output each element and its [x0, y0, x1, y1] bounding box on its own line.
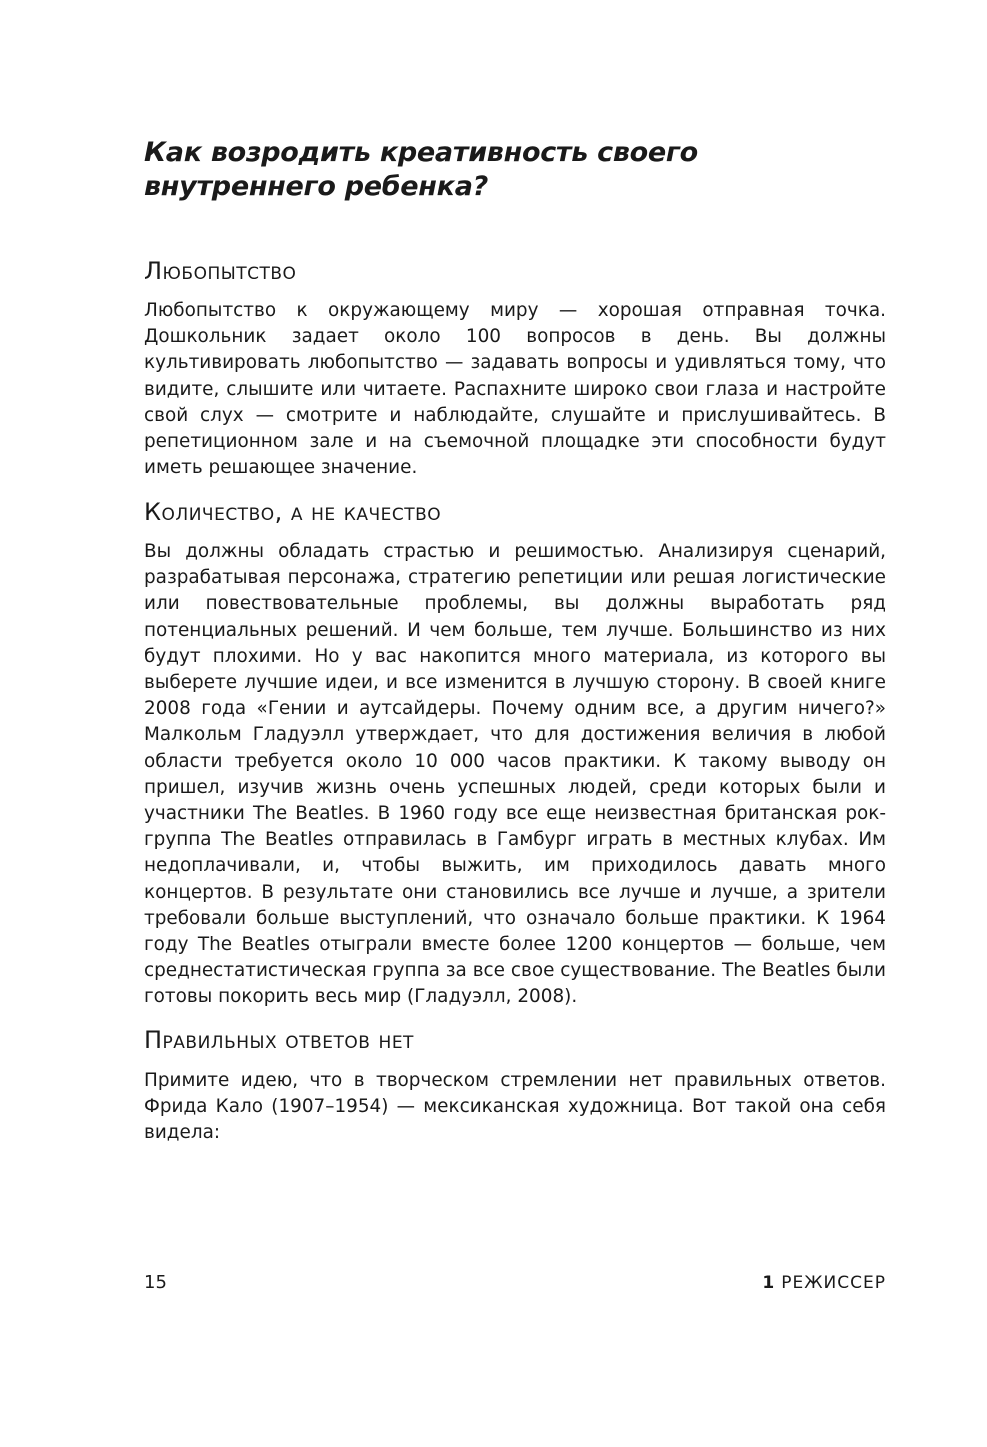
section-heading-quantity: Количество, а не качество: [144, 498, 442, 526]
page-number: 15: [144, 1272, 167, 1293]
section-text-curiosity: Любопытство к окружающему миру — хорошая отправная точка. Дошкольник задает около 100 вопросов в день. Вы должны культивировать любопытство — задавать вопросы и удивляться тому, что видите, слышите или читаете. Распахните широко свои глаза и настройте свой слух — смотрите и наблюдайте, слушайте и прислушивайтесь. В репетиционном зале и на съемочной площадке эти способности будут иметь решающее значение.: [144, 300, 886, 479]
chapter-title: РЕЖИССЕР: [781, 1273, 886, 1293]
book-page: [144, 0, 886, 1447]
section-text-quantity: Вы должны обладать страстью и решимостью. Анализируя сценарий, разрабатывая персонажа, стратегию репетиции или решая логистические или повествовательные проблемы, вы должны выработать ряд потенциальных решений. И чем больше, тем лучше. Большинство из них будут плохими. Но у вас накопится много материала, из которого вы выберете лучшие идеи, и все изменится в лучшую сторону. В своей книге 2008 года «Гении и аутсайдеры. Почему одним все, а другим ничего?» Малкольм Гладуэлл утверждает, что для достижения величия в любой области требуется около 10 000 часов практики. К такому выводу он пришел, изучив жизнь очень успешных людей, среди которых были и участники The Beatles. В 1960 году все еще неизвестная британская рок-группа The Beatles отправилась в Гамбург играть в местных клубах. Им недоплачивали, и, чтобы выжить, им приходилось давать много концертов. В результате они становились все лучше и лучше, а зрители требовали больше выступлений, что означало больше практики. К 1964 году The Beatles отыграли вместе более 1200 концертов — больше, чем среднестатистическая группа за все свое существование. The Beatles были готовы покорить весь мир (Гладуэлл, 2008).: [144, 541, 886, 1008]
chapter-number: 1: [762, 1273, 776, 1293]
section-text-no-right-answers: Примите идею, что в творческом стремлении нет правильных ответов. Фрида Кало (1907–1954) — мексиканская художница. Вот такой она себя видела:: [144, 1070, 886, 1144]
section-heading-curiosity: Любопытство: [144, 257, 297, 285]
section-heading-no-right-answers: Правильных ответов нет: [144, 1026, 414, 1054]
running-header-chapter: [762, 1271, 886, 1295]
page-title: Как возродить креативность своего внутреннего ребенка?: [144, 137, 698, 202]
